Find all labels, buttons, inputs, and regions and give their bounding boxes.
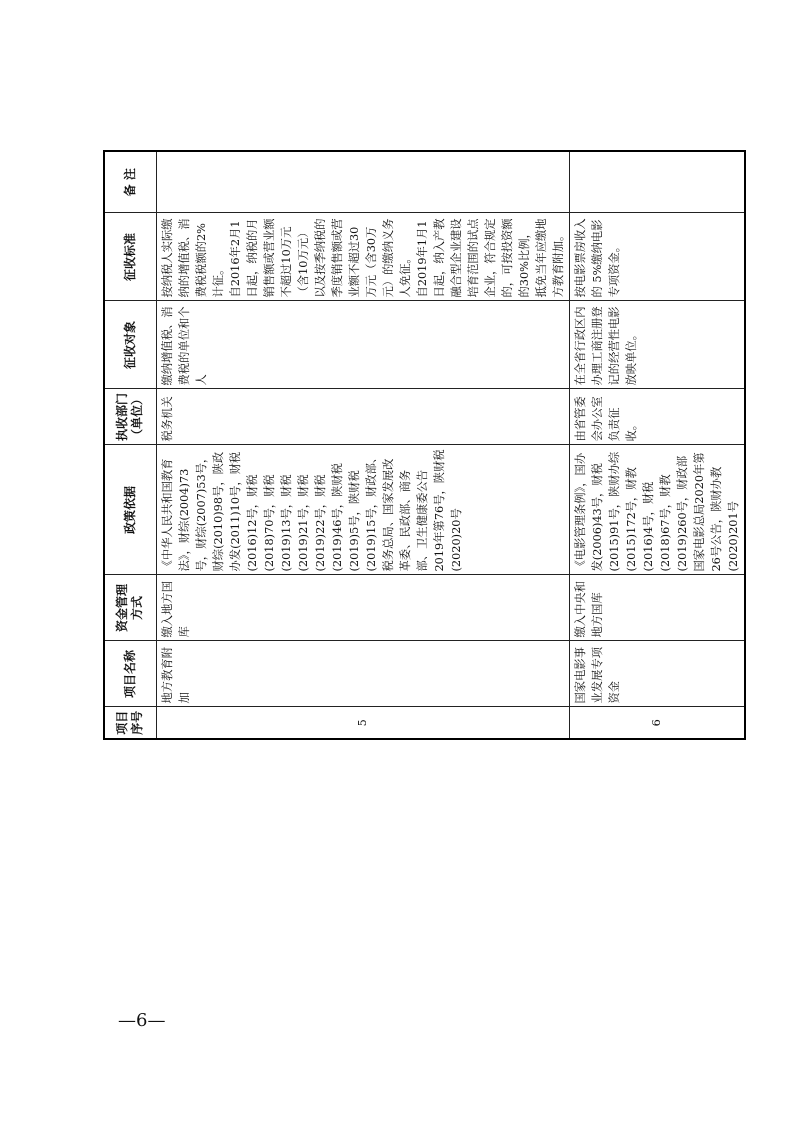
rotated-table-inner [103,152,740,740]
header-row [104,151,156,739]
row6-standard [569,213,745,301]
rotated-table-region [103,140,740,735]
row6-name: 国家电影事业发展专项资金 [569,641,745,707]
header-name: 项目名称 [104,641,156,707]
row6-remark [569,151,745,213]
row5-name: 地方教育附加 [156,641,569,707]
table-row [569,151,745,739]
page-number: —6— [118,1010,166,1031]
row5-dept: 税务机关 [156,389,569,445]
header-mgmt: 资金管理方式 [104,575,156,641]
row6-mgmt: 缴入中央和地方国库 [569,575,745,641]
table-row [156,151,569,739]
row6-basis: 《电影管理条例》，国办发(2006)43号，财税(2015)91号，陕财办综(2015)172号，财教(2016)4号，财税(2018)67号，财教(2019)260号，财政部 国家电影总局2020年第26号公告，陕财办教(2020)201号 [569,445,745,575]
row5-seq: 5 [156,707,569,739]
header-basis: 政策依据 [104,445,156,575]
row5-standard [156,213,569,301]
row5-basis: 《中华人民共和国教育法》，财综(2004)73号，财综(2007)53号，财综(2010)98号，陕政办发(2011)10号，财税(2016)12号，财税(2018)70号，财税(2019)13号，财税(2019)21号，财税(2019)22号，财税(2019)46号，陕财税(2019)5号，陕财税(2019)15号，财政部、税务总局、国家发展改革委、民政部、商务部、卫生健康委公告2019年第76号，陕财税(2020)20号 [156,445,569,575]
row5-target: 缴纳增值税、消费税的单位和个人 [156,301,569,389]
row5-standard-p3: 自2019年1月1日起，纳入产教融合型企业建设培育范围的试点企业，符合规定的，可按投资额的30%比例，抵免当年应缴地方教育附加。 [415,218,565,298]
header-target: 征收对象 [104,301,156,389]
row6-standard-p1: 按电影票房收入的 5%缴纳电影专项资金。 [573,218,621,298]
header-dept: 执收部门（单位） [104,389,156,445]
fee-table [103,150,746,740]
header-standard: 征收标准 [104,213,156,301]
header-seq: 项目序号 [104,707,156,739]
row5-standard-p2: 自2016年2月1日起，纳税的月销售额或营业额不超过10万元（含10万元）以及按季纳税的季度销售额或营业额不超过30万元（含30万元）的缴纳义务人免征。 [228,218,412,298]
row5-remark [156,151,569,213]
row6-dept: 由省管委会办公室负责征收。 [569,389,745,445]
row5-mgmt: 缴入地方国库 [156,575,569,641]
header-remark: 备 注 [104,151,156,213]
row6-target: 在全省行政区内办理工商注册登记的经营性电影放映单位。 [569,301,745,389]
row6-seq: 6 [569,707,745,739]
row5-standard-p1: 按纳税人实际缴纳的增值税、消费税税额的2%计征。 [160,218,225,298]
